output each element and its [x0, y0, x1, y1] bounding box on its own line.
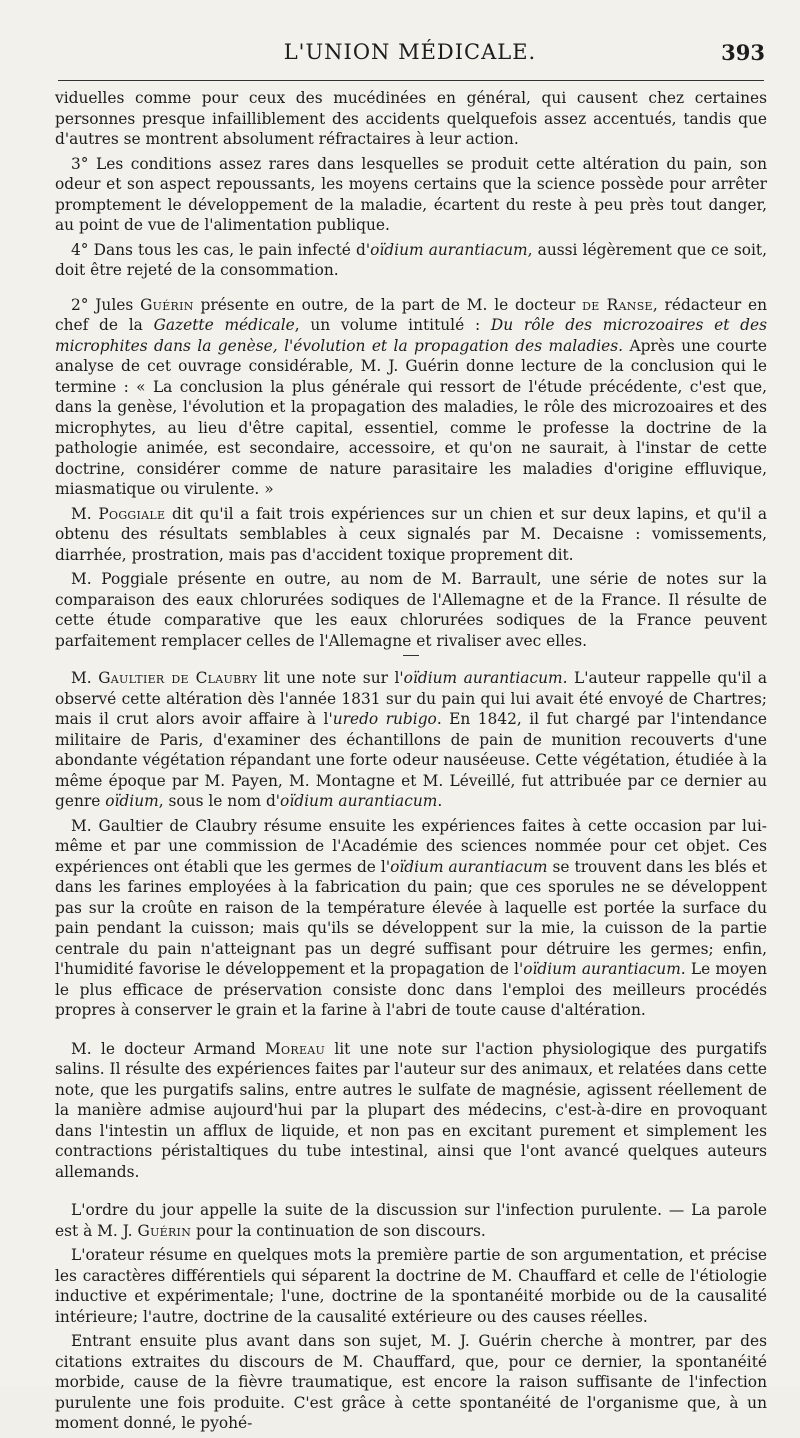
- person-name: Poggiale: [98, 504, 166, 523]
- page-number: 393: [721, 40, 765, 65]
- italic-term: oïdium aurantiacum: [390, 857, 548, 876]
- text-run: 4° Dans tous les cas, le pain infecté d': [71, 240, 371, 259]
- text-run: , un volume intitulé :: [294, 316, 491, 334]
- paragraph-7: [55, 668, 767, 812]
- person-name: Moreau: [264, 1039, 326, 1058]
- italic-term: oïdium aurantiacum.: [403, 669, 568, 687]
- person-name: Guérin: [137, 1221, 192, 1240]
- section-separator: [403, 655, 419, 656]
- book-title: Du rôle des microzoaires et des microphites dans la genèse, l'évolution et la propagation des maladies.: [55, 316, 767, 355]
- text-run: M. le docteur Armand: [71, 1039, 265, 1058]
- italic-term: oïdium aurantiacum: [280, 792, 438, 810]
- paragraph-10: [55, 1200, 767, 1241]
- italic-term: oïdium aurantiacum: [370, 240, 528, 259]
- text-run: L'auteur rappelle qu'il a observé cette altération dès l'année 1831 sur du pain qui lui avait été envoyé de Chartres; mais il crut alors avoir affaire à l': [55, 669, 768, 728]
- running-title: L'UNION MÉDICALE.: [283, 40, 537, 64]
- text-run: pour la continuation de son discours.: [191, 1221, 486, 1240]
- text-run: présente en outre, de la part de M. le docteur: [193, 295, 583, 314]
- paragraph-5: [55, 504, 767, 566]
- text-run: , rédacteur en chef de la: [55, 295, 767, 334]
- text-run: lit une note sur l'action physiologique des purgatifs salins. Il résulte des expériences faites par l'auteur sur des animaux, et relatées dans cette note, que les purgatifs salins, entre autres le sulfate de magnésie, agissent réellement de la manière admise aujourd'hui par la plupart des médecins, c'est-à-dire en provoquant dans l'intestin un afflux de liquide, et non pas en excitant purement et simplement les contractions péristaltiques du tube intestinal, ainsi que l'ont avancé quelques auteurs allemands.: [55, 1039, 767, 1181]
- text-run: M.: [71, 669, 99, 687]
- italic-term: oïdium: [105, 792, 159, 810]
- text-run: M.: [71, 504, 99, 523]
- text-run: 2° Jules: [71, 295, 141, 314]
- spacer: [55, 1025, 767, 1039]
- text-run: Le moyen le plus efficace de préservation consiste donc dans l'emploi des meilleurs procédés propres à conserver le grain et la farine à l'abri de toute cause d'altération.: [55, 960, 768, 1019]
- italic-term: uredo rubigo: [332, 710, 437, 728]
- text-run: lit une note sur l': [257, 669, 404, 687]
- text-run: , sous le nom d': [158, 792, 281, 810]
- paragraph-1: viduelles comme pour ceux des mucédinées en général, qui causent chez certaines personnes presque infailliblement des accidents quelquefois assez accentués, tandis que d'autres se montrent absolument réfractaires à leur action.: [55, 89, 767, 148]
- paragraph-9: [55, 1039, 767, 1183]
- text-run: dit qu'il a fait trois expériences sur un chien et sur deux lapins, et qu'il a obtenu des résultats semblables à ceux signalés par M. Decaisne : vomissements, diarrhée, prostration, mais pas d'accident toxique proprement dit.: [55, 504, 767, 564]
- spacer: [55, 285, 767, 295]
- paragraph-6: M. Poggiale présente en outre, au nom de M. Barrault, une série de notes sur la comparaison des eaux chlorurées sodiques de l'Allemagne et de la France. Il résulte de cette étude comparative que les eaux chlorurées sodiques de la France peuvent parfaitement remplacer celles de l'Allemagne et rivaliser avec elles.: [55, 570, 767, 650]
- italic-term: oïdium aurantiacum.: [523, 960, 686, 978]
- person-name: Guérin: [140, 295, 194, 314]
- paragraph-11: L'orateur résume en quelques mots la première partie de son argumentation, et précise les caractères différentiels qui séparent la doctrine de M. Chauffard et celle de l'étiologie inductive et expérimentale; l'une, doctrine de la spontanéité morbide ou de la causalité intérieure; l'autre, doctrine de la causalité extérieure ou des causes réelles.: [55, 1246, 767, 1326]
- person-name: Gaultier de Claubry: [98, 669, 258, 687]
- person-name: de Ranse: [582, 295, 653, 314]
- text-run: Après une courte analyse de cet ouvrage considérable, M. J. Guérin donne lecture de la conclusion qui le termine : « La conclusion la plus générale qui ressort de l'étude précédente, c'est que, dans la genèse, l'évolution et la propagation des maladies, le rôle des microzoaires et des microphytes, au lieu d'être capital, essentiel, comme le professe la doctrine de la pathologie animée, est secondaire, accessoire, et qu'on ne saurait, à l'instar de cette doctrine, considérer comme de nature parasitaire les maladies d'origine effluvique, miasmatique ou virulente. »: [55, 336, 767, 498]
- text-run: M. Gaultier de Claubry résume ensuite les expériences faites à cette occasion par lui-même et par une commission de l'Académie des sciences nommée pour cet objet. Ces expériences ont établi que les germes de l': [55, 816, 767, 876]
- paragraph-8: [55, 816, 767, 1021]
- page-header: [55, 40, 765, 70]
- text-run: , aussi légèrement que ce soit, doit être rejeté de la consommation.: [55, 240, 767, 279]
- paragraph-3: [55, 240, 767, 281]
- text-run: L'ordre du jour appelle la suite de la discussion sur l'infection purulente. — La parole est à M. J.: [55, 1201, 767, 1240]
- paragraph-12: Entrant ensuite plus avant dans son sujet, M. J. Guérin cherche à montrer, par des citations extraites du discours de M. Chauffard, que, pour ce dernier, la spontanéité morbide, cause de la fièvre traumatique, est encore la raison suffisante de l'infection purulente une fois produite. C'est grâce à cette spontanéité de l'organisme que, à un moment donné, le pyohé-: [55, 1332, 767, 1432]
- journal-title: Gazette médicale: [153, 316, 295, 334]
- paragraph-2: 3° Les conditions assez rares dans lesquelles se produit cette altération du pain, son odeur et son aspect repoussants, les moyens certains que la science possède pour arrêter promptement le développement de la maladie, écartent du reste à peu près tout danger, au point de vue de l'alimentation publique.: [55, 154, 767, 234]
- paragraph-4: [55, 295, 767, 500]
- text-run: .: [437, 792, 443, 810]
- spacer: [55, 1186, 767, 1200]
- page-body: [55, 88, 767, 1438]
- text-run: se trouvent dans les blés et dans les farines employées à la fabrication du pain; que ces sporules ne se développent pas sur la croûte en raison de la température élevée à laquelle est portée la surface du pain pendant la cuisson; mais qu'ils se développent sur la mie, la cuisson de la partie centrale du pain n'atteignant pas un degré suffisant pour détruire les germes; enfin, l'humidité favorise le développement et la propagation de l': [55, 857, 767, 978]
- text-run: . En 1842, il fut chargé par l'intendance militaire de Paris, d'examiner des échantillons de pain de munition recouverts d'une abondante végétation répandant une forte odeur nauséeuse. Cette végétation, étudiée à la même époque par M. Payen, M. Montagne et M. Léveillé, fut attribuée par ce dernier au genre: [55, 710, 767, 810]
- header-rule: [58, 80, 764, 81]
